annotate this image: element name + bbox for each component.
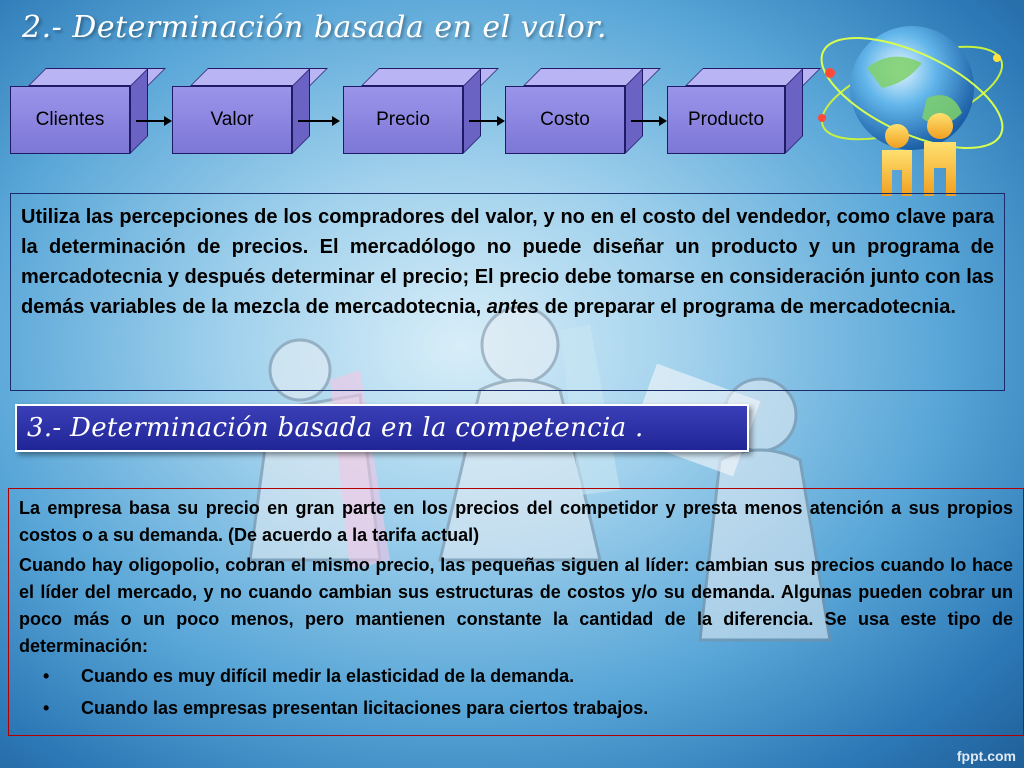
- value-flow-diagram: [10, 68, 810, 158]
- flow-box-producto: [667, 86, 785, 154]
- arrow-icon: [136, 120, 170, 122]
- slide-title: 2.- Determinación basada en el valor.: [22, 10, 607, 45]
- paragraph: La empresa basa su precio en gran parte en los precios del competidor y presta menos atención a sus propios costos o a su demanda. (De acuerdo a la tarifa actual): [19, 498, 1013, 545]
- flow-box-label: Producto: [687, 109, 765, 130]
- flow-box-costo: [505, 86, 625, 154]
- competition-based-description: [8, 488, 1024, 736]
- description-text: de preparar el programa de mercadotecnia.: [539, 296, 956, 318]
- description-text: Utiliza las percepciones de los compradores del valor, y no en el costo del vendedor, como clave para la determinación de precios. El mercadólogo no puede diseñar un producto y un programa de mercadotecnia y después determinar el precio; El precio debe tomarse en consideración junto con las demás variables de la mezcla de mercadotecnia,: [21, 206, 994, 318]
- flow-box-valor: [172, 86, 292, 154]
- list-item-text: Cuando es muy difícil medir la elasticidad de la demanda.: [81, 666, 575, 686]
- arrow-icon: [631, 120, 665, 122]
- list-item: [19, 695, 1013, 722]
- flow-box-label: Costo: [540, 109, 590, 130]
- list-item: [19, 663, 1013, 690]
- bullet-icon: •: [43, 666, 50, 686]
- value-based-description: [10, 193, 1005, 391]
- list-item-text: Cuando las empresas presentan licitaciones para ciertos trabajos.: [81, 698, 649, 718]
- section-heading: 3.- Determinación basada en la competencia .: [15, 404, 749, 452]
- bullet-icon: •: [43, 698, 50, 718]
- flow-box-precio: [343, 86, 463, 154]
- globe-with-people-icon: [812, 18, 1012, 198]
- arrow-icon: [298, 120, 338, 122]
- flow-box-clientes: [10, 86, 130, 154]
- footer-brand: fppt.com: [956, 748, 1016, 764]
- flow-box-label: Precio: [376, 109, 430, 130]
- paragraph: Cuando hay oligopolio, cobran el mismo precio, las pequeñas siguen al líder: cambian sus precios cuando lo hace el líder del mercado, y no cuando cambian sus estructuras de costos y/o su demanda. Algunas pueden cobrar un poco más o un poco menos, pero mantienen constante la cantidad de la diferencia. Se usa este tipo de determinación:: [19, 555, 1013, 656]
- emphasis-text: antes: [486, 296, 540, 318]
- flow-box-label: Valor: [210, 109, 254, 130]
- bullet-list: [19, 663, 1013, 722]
- arrow-icon: [469, 120, 503, 122]
- flow-box-label: Clientes: [35, 109, 105, 130]
